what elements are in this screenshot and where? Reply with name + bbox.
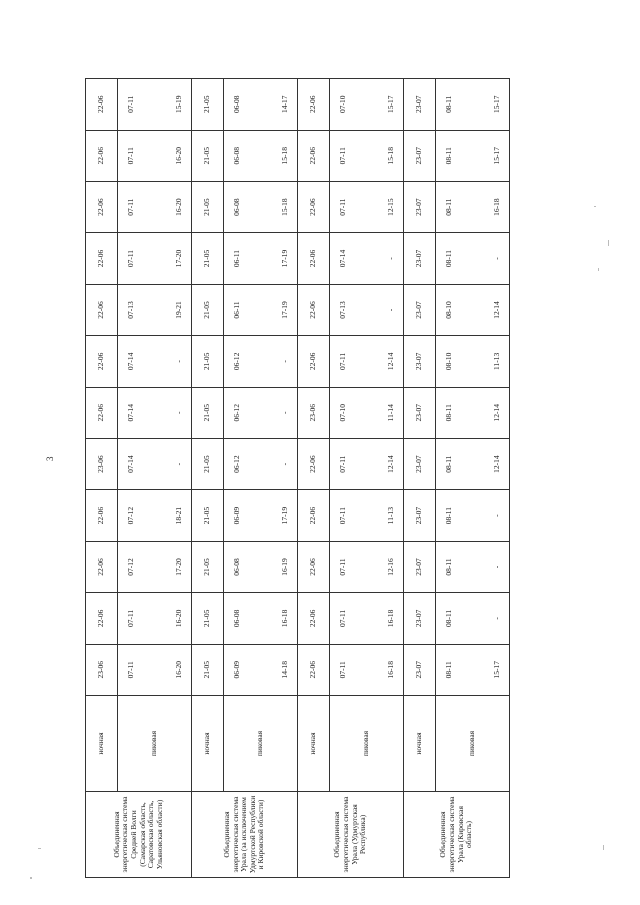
peak-zone-label: пиковая bbox=[436, 696, 510, 792]
peak-hours-cell bbox=[330, 387, 404, 438]
peak-hours-cell bbox=[436, 130, 510, 181]
night-hours-cell: 23-07 bbox=[404, 284, 436, 335]
morning-peak-hours: 08-11 bbox=[444, 249, 454, 268]
energy-system-name: Объединенная энергетическая система Урала (за исключением Удмуртской Республики и Кировской области) bbox=[192, 792, 298, 878]
night-hours-cell: 23-06 bbox=[298, 387, 330, 438]
morning-peak-hours: 07-10 bbox=[338, 404, 348, 422]
peak-hours-cell bbox=[330, 79, 404, 131]
morning-peak-hours: 07-11 bbox=[126, 198, 136, 216]
night-hours-cell: 23-07 bbox=[404, 387, 436, 438]
night-hours-cell: 22-06 bbox=[86, 181, 118, 232]
morning-peak-hours: 07-11 bbox=[338, 558, 348, 576]
evening-peak-hours: 15-17 bbox=[491, 661, 501, 679]
morning-peak-hours: 06-12 bbox=[232, 404, 242, 422]
evening-peak-hours: 17-19 bbox=[279, 506, 289, 525]
night-row bbox=[192, 79, 224, 878]
night-hours-cell: 21-05 bbox=[192, 130, 224, 181]
peak-hours-cell bbox=[118, 181, 192, 232]
peak-hours-cell bbox=[436, 181, 510, 232]
peak-zone-label: пиковая bbox=[330, 696, 404, 792]
peak-hours-cell bbox=[330, 490, 404, 541]
night-hours-cell: 22-06 bbox=[298, 130, 330, 181]
peak-hours-cell bbox=[224, 181, 298, 232]
scan-mark bbox=[30, 877, 32, 879]
energy-system-name: Объединенная энергетическая система Урала (Удмуртская Республика) bbox=[298, 792, 404, 878]
evening-peak-hours: 17-19 bbox=[279, 249, 289, 268]
night-hours-cell: 21-05 bbox=[192, 181, 224, 232]
night-zone-label: ночная bbox=[192, 696, 224, 792]
night-hours-cell: 22-06 bbox=[86, 284, 118, 335]
morning-peak-hours: 07-12 bbox=[126, 558, 136, 576]
night-hours-cell: 21-05 bbox=[192, 644, 224, 695]
morning-peak-hours: 08-11 bbox=[444, 198, 454, 216]
evening-peak-hours: - bbox=[279, 411, 289, 415]
evening-peak-hours: 16-19 bbox=[279, 558, 289, 576]
peak-hours-cell bbox=[118, 284, 192, 335]
peak-hours-cell bbox=[330, 593, 404, 644]
night-row bbox=[86, 79, 118, 878]
morning-peak-hours: 06-09 bbox=[232, 506, 242, 525]
night-hours-cell: 21-05 bbox=[192, 336, 224, 387]
night-zone-label: ночная bbox=[86, 696, 118, 792]
table-body bbox=[86, 79, 510, 878]
evening-peak-hours: 11-13 bbox=[491, 352, 501, 370]
evening-peak-hours: 15-17 bbox=[491, 95, 501, 114]
night-hours-cell: 21-05 bbox=[192, 233, 224, 284]
peak-hours-cell bbox=[436, 79, 510, 131]
evening-peak-hours: 17-19 bbox=[279, 301, 289, 319]
peak-hours-cell bbox=[330, 130, 404, 181]
evening-peak-hours: - bbox=[173, 360, 183, 363]
night-hours-cell: 22-06 bbox=[298, 541, 330, 592]
morning-peak-hours: 07-11 bbox=[338, 609, 348, 628]
page-number: 3 bbox=[45, 456, 55, 461]
morning-peak-hours: 07-11 bbox=[126, 147, 136, 165]
night-hours-cell: 21-05 bbox=[192, 541, 224, 592]
peak-hours-cell bbox=[224, 233, 298, 284]
night-hours-cell: 22-06 bbox=[298, 284, 330, 335]
night-hours-cell: 22-06 bbox=[298, 233, 330, 284]
peak-hours-cell bbox=[118, 593, 192, 644]
morning-peak-hours: 07-11 bbox=[126, 609, 136, 628]
night-hours-cell: 22-06 bbox=[86, 593, 118, 644]
evening-peak-hours: - bbox=[491, 514, 501, 517]
peak-zone-label: пиковая bbox=[118, 696, 192, 792]
night-hours-cell: 21-05 bbox=[192, 387, 224, 438]
morning-peak-hours: 08-11 bbox=[444, 455, 454, 473]
night-hours-cell: 23-07 bbox=[404, 490, 436, 541]
peak-hours-cell bbox=[330, 438, 404, 489]
evening-peak-hours: - bbox=[279, 462, 289, 466]
night-hours-cell: 21-05 bbox=[192, 79, 224, 131]
night-hours-cell: 23-07 bbox=[404, 438, 436, 489]
night-hours-cell: 22-06 bbox=[298, 490, 330, 541]
scan-mark bbox=[598, 268, 599, 271]
peak-row bbox=[118, 79, 192, 878]
evening-peak-hours: - bbox=[491, 617, 501, 620]
peak-zone-label: пиковая bbox=[224, 696, 298, 792]
peak-hours-cell bbox=[118, 387, 192, 438]
morning-peak-hours: 07-11 bbox=[338, 661, 348, 679]
morning-peak-hours: 07-13 bbox=[338, 301, 348, 319]
morning-peak-hours: 07-11 bbox=[126, 95, 136, 113]
morning-peak-hours: 07-11 bbox=[338, 455, 348, 473]
morning-peak-hours: 08-11 bbox=[444, 404, 454, 422]
morning-peak-hours: 06-09 bbox=[232, 661, 242, 679]
evening-peak-hours: - bbox=[491, 565, 501, 569]
peak-hours-cell bbox=[224, 336, 298, 387]
night-hours-cell: 21-05 bbox=[192, 284, 224, 335]
peak-hours-cell bbox=[224, 284, 298, 335]
evening-peak-hours: 16-18 bbox=[385, 661, 395, 679]
evening-peak-hours: 15-17 bbox=[385, 95, 395, 114]
morning-peak-hours: 07-11 bbox=[338, 352, 348, 370]
evening-peak-hours: 16-18 bbox=[491, 198, 501, 216]
evening-peak-hours: 12-14 bbox=[385, 352, 395, 371]
peak-hours-cell bbox=[330, 181, 404, 232]
tariff-zones-table bbox=[85, 78, 510, 878]
energy-system-name: Объединенная энергетическая система Средней Волги (Самарская область, Саратовская область, Ульяновская области) bbox=[86, 792, 192, 878]
night-hours-cell: 23-07 bbox=[404, 181, 436, 232]
peak-hours-cell bbox=[224, 490, 298, 541]
night-row bbox=[298, 79, 330, 878]
morning-peak-hours: 07-11 bbox=[338, 198, 348, 216]
evening-peak-hours: 17-20 bbox=[173, 249, 183, 268]
night-hours-cell: 22-06 bbox=[86, 336, 118, 387]
peak-hours-cell bbox=[224, 541, 298, 592]
morning-peak-hours: 07-14 bbox=[126, 352, 136, 371]
night-hours-cell: 23-07 bbox=[404, 644, 436, 695]
evening-peak-hours: 16-20 bbox=[173, 198, 183, 216]
peak-hours-cell bbox=[118, 336, 192, 387]
peak-hours-cell bbox=[118, 130, 192, 181]
morning-peak-hours: 06-08 bbox=[232, 198, 242, 216]
night-hours-cell: 22-06 bbox=[86, 490, 118, 541]
peak-hours-cell bbox=[436, 336, 510, 387]
evening-peak-hours: 11-14 bbox=[385, 404, 395, 422]
evening-peak-hours: 16-18 bbox=[385, 609, 395, 628]
morning-peak-hours: 06-12 bbox=[232, 352, 242, 371]
evening-peak-hours: 11-13 bbox=[385, 506, 395, 525]
peak-hours-cell bbox=[436, 438, 510, 489]
night-hours-cell: 21-05 bbox=[192, 438, 224, 489]
night-hours-cell: 23-07 bbox=[404, 130, 436, 181]
peak-hours-cell bbox=[224, 644, 298, 695]
scan-mark bbox=[38, 848, 41, 849]
morning-peak-hours: 08-11 bbox=[444, 661, 454, 679]
peak-hours-cell bbox=[330, 233, 404, 284]
evening-peak-hours: 16-20 bbox=[173, 661, 183, 679]
night-hours-cell: 21-05 bbox=[192, 490, 224, 541]
morning-peak-hours: 08-11 bbox=[444, 95, 454, 113]
scan-mark bbox=[608, 240, 609, 246]
evening-peak-hours: 18-21 bbox=[173, 506, 183, 525]
evening-peak-hours: 15-17 bbox=[491, 146, 501, 165]
morning-peak-hours: 08-10 bbox=[444, 352, 454, 371]
peak-hours-cell bbox=[436, 490, 510, 541]
rotated-table-container bbox=[85, 78, 508, 878]
night-hours-cell: 23-07 bbox=[404, 593, 436, 644]
peak-hours-cell bbox=[118, 79, 192, 131]
evening-peak-hours: 12-16 bbox=[385, 558, 395, 576]
peak-hours-cell bbox=[436, 644, 510, 695]
morning-peak-hours: 08-11 bbox=[444, 609, 454, 628]
morning-peak-hours: 06-08 bbox=[232, 558, 242, 576]
night-row bbox=[404, 79, 436, 878]
morning-peak-hours: 06-08 bbox=[232, 95, 242, 114]
morning-peak-hours: 06-08 bbox=[232, 146, 242, 165]
morning-peak-hours: 06-08 bbox=[232, 609, 242, 628]
evening-peak-hours: 16-18 bbox=[279, 609, 289, 628]
peak-hours-cell bbox=[118, 490, 192, 541]
evening-peak-hours: - bbox=[385, 257, 395, 260]
night-hours-cell: 22-06 bbox=[298, 438, 330, 489]
peak-hours-cell bbox=[436, 233, 510, 284]
peak-hours-cell bbox=[224, 130, 298, 181]
night-hours-cell: 23-06 bbox=[86, 438, 118, 489]
night-hours-cell: 22-06 bbox=[86, 541, 118, 592]
evening-peak-hours: - bbox=[173, 462, 183, 466]
morning-peak-hours: 06-11 bbox=[232, 301, 242, 319]
evening-peak-hours: 16-20 bbox=[173, 146, 183, 165]
morning-peak-hours: 07-12 bbox=[126, 506, 136, 525]
peak-hours-cell bbox=[118, 233, 192, 284]
evening-peak-hours: 15-18 bbox=[279, 198, 289, 216]
night-hours-cell: 22-06 bbox=[298, 644, 330, 695]
morning-peak-hours: 08-11 bbox=[444, 506, 454, 525]
morning-peak-hours: 07-10 bbox=[338, 95, 348, 114]
evening-peak-hours: - bbox=[385, 308, 395, 312]
night-hours-cell: 23-07 bbox=[404, 233, 436, 284]
morning-peak-hours: 07-11 bbox=[338, 506, 348, 525]
peak-hours-cell bbox=[224, 593, 298, 644]
evening-peak-hours: 12-14 bbox=[491, 301, 501, 319]
energy-system-name: Объединенная энергетическая система Урала (Кировская область) bbox=[404, 792, 510, 878]
evening-peak-hours: 12-15 bbox=[385, 198, 395, 216]
morning-peak-hours: 07-11 bbox=[126, 249, 136, 268]
morning-peak-hours: 08-10 bbox=[444, 301, 454, 319]
peak-row bbox=[224, 79, 298, 878]
night-hours-cell: 22-06 bbox=[86, 233, 118, 284]
evening-peak-hours: 15-18 bbox=[279, 146, 289, 165]
peak-hours-cell bbox=[118, 541, 192, 592]
evening-peak-hours: 19-21 bbox=[173, 301, 183, 319]
evening-peak-hours: - bbox=[173, 411, 183, 415]
peak-hours-cell bbox=[330, 541, 404, 592]
peak-hours-cell bbox=[330, 644, 404, 695]
morning-peak-hours: 06-12 bbox=[232, 455, 242, 473]
evening-peak-hours: - bbox=[491, 257, 501, 260]
evening-peak-hours: 15-19 bbox=[173, 95, 183, 114]
morning-peak-hours: 07-11 bbox=[126, 661, 136, 679]
peak-hours-cell bbox=[118, 438, 192, 489]
evening-peak-hours: 15-18 bbox=[385, 146, 395, 165]
evening-peak-hours: 17-20 bbox=[173, 558, 183, 576]
peak-row bbox=[436, 79, 510, 878]
peak-hours-cell bbox=[118, 644, 192, 695]
evening-peak-hours: - bbox=[279, 360, 289, 363]
evening-peak-hours: 14-18 bbox=[279, 661, 289, 679]
peak-hours-cell bbox=[330, 284, 404, 335]
morning-peak-hours: 07-11 bbox=[338, 147, 348, 165]
peak-hours-cell bbox=[224, 438, 298, 489]
night-hours-cell: 22-06 bbox=[298, 181, 330, 232]
night-zone-label: ночная bbox=[298, 696, 330, 792]
peak-hours-cell bbox=[224, 387, 298, 438]
night-hours-cell: 22-06 bbox=[86, 79, 118, 131]
night-hours-cell: 22-06 bbox=[298, 79, 330, 131]
night-hours-cell: 23-07 bbox=[404, 336, 436, 387]
peak-hours-cell bbox=[224, 79, 298, 131]
peak-hours-cell bbox=[330, 336, 404, 387]
night-zone-label: ночная bbox=[404, 696, 436, 792]
night-hours-cell: 22-06 bbox=[298, 593, 330, 644]
morning-peak-hours: 07-14 bbox=[338, 249, 348, 268]
evening-peak-hours: 12-14 bbox=[491, 404, 501, 422]
peak-row bbox=[330, 79, 404, 878]
peak-hours-cell bbox=[436, 284, 510, 335]
morning-peak-hours: 07-13 bbox=[126, 301, 136, 319]
peak-hours-cell bbox=[436, 593, 510, 644]
night-hours-cell: 21-05 bbox=[192, 593, 224, 644]
morning-peak-hours: 06-11 bbox=[232, 249, 242, 268]
morning-peak-hours: 07-14 bbox=[126, 455, 136, 473]
scan-mark bbox=[594, 206, 596, 207]
evening-peak-hours: 16-20 bbox=[173, 609, 183, 628]
evening-peak-hours: 12-14 bbox=[491, 455, 501, 473]
peak-hours-cell bbox=[436, 387, 510, 438]
evening-peak-hours: 14-17 bbox=[279, 95, 289, 114]
night-hours-cell: 23-06 bbox=[86, 644, 118, 695]
night-hours-cell: 22-06 bbox=[86, 387, 118, 438]
peak-hours-cell bbox=[436, 541, 510, 592]
night-hours-cell: 23-07 bbox=[404, 79, 436, 131]
night-hours-cell: 22-06 bbox=[298, 336, 330, 387]
morning-peak-hours: 08-11 bbox=[444, 558, 454, 576]
evening-peak-hours: 12-14 bbox=[385, 455, 395, 473]
morning-peak-hours: 07-14 bbox=[126, 404, 136, 422]
morning-peak-hours: 08-11 bbox=[444, 147, 454, 165]
night-hours-cell: 22-06 bbox=[86, 130, 118, 181]
night-hours-cell: 23-07 bbox=[404, 541, 436, 592]
scan-mark bbox=[603, 845, 604, 850]
